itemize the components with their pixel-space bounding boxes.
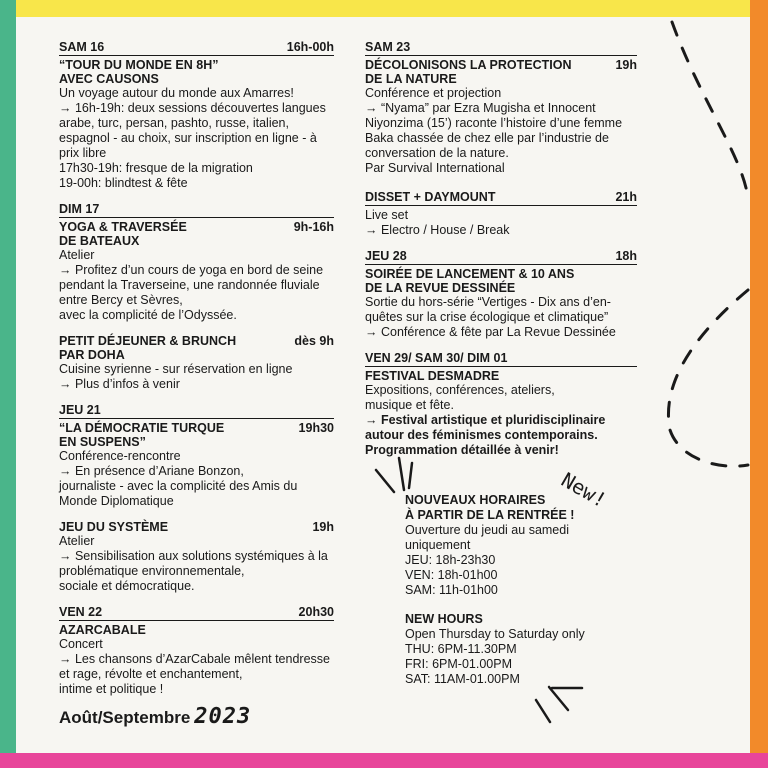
notice-body-en: Open Thursday to Saturday only THU: 6PM-11.30PM FRI: 6PM-01.00PM SAT: 11AM-01.00PM (405, 627, 585, 686)
event-description: → Electro / House / Break (365, 223, 510, 237)
event-description: → Les chansons d’AzarCabale mêlent tendresse et rage, révolte et enchantement, intime et politique ! (59, 652, 330, 696)
event-title: AZARCABALE (59, 623, 146, 637)
event-highlight: → Festival artistique et pluridisciplinaire autour des féminismes contemporains. Programmation détaillée à venir! (365, 413, 606, 457)
event-jeu21 (59, 403, 334, 594)
event-description: Un voyage autour du monde aux Amarres! → 16h-19h: deux sessions découvertes langues arabe, turc, persan, pashto, russe, italien, espagnol - au choix, sur inscription en ligne - à prix libre 17h30-19h: fresque de la migration 19-00h: blindtest & fête (59, 86, 326, 190)
notice-title-en: NEW HOURS (405, 612, 483, 626)
event-description: → Sensibilisation aux solutions systémiques à la problématique environnementale, sociale et démocratique. (59, 549, 328, 593)
date-header: DIM 17 (59, 202, 334, 218)
event-time: 9h-16h (293, 220, 334, 234)
event-description: → Plus d’infos à venir (59, 377, 180, 391)
date-header: SAM 23 (365, 40, 637, 56)
notice-body: Ouverture du jeudi au samedi uniquement JEU: 18h-23h30 VEN: 18h-01h00 SAM: 11h-01h00 (405, 523, 569, 597)
date-header: JEU 28 18h (365, 249, 637, 263)
event-title: PETIT DÉJEUNER & BRUNCH PAR DOHA (59, 334, 237, 362)
event-time: 20h30 (298, 605, 334, 619)
right-column (365, 40, 637, 469)
event-title: DISSET + DAYMOUNT (365, 190, 496, 204)
event-title: DÉCOLONISONS LA PROTECTION DE LA NATURE (365, 58, 572, 86)
event-title: FESTIVAL DESMADRE (365, 369, 500, 383)
footer-date (59, 704, 251, 729)
event-category: Atelier (59, 248, 95, 262)
event-time: 19h (615, 58, 637, 72)
event-time: 21h (615, 190, 637, 204)
date-header: VEN 22 20h30 (59, 605, 334, 619)
date-header: SAM 16 16h-00h (59, 40, 334, 54)
event-category: Atelier (59, 534, 95, 548)
event-jeu28 (365, 249, 637, 340)
event-description: → “Nyama” par Ezra Mugisha et Innocent Niyonzima (15’) raconte l’histoire d’une femme Baka chassée de chez elle par l’industrie de conversation de la nature. Par Survival International (365, 101, 623, 175)
footer-year: 2023 (194, 704, 252, 729)
event-time: 19h (312, 520, 334, 534)
event-dim17 (59, 202, 334, 392)
event-time: 19h30 (298, 421, 334, 435)
event-time: dès 9h (294, 334, 334, 348)
event-title: “TOUR DU MONDE EN 8H” AVEC CAUSONS (59, 58, 219, 86)
event-title: YOGA & TRAVERSÉE DE BATEAUX (59, 220, 187, 248)
hours-notice (405, 493, 665, 687)
event-sam23 (365, 40, 637, 238)
event-description: → En présence d’Ariane Bonzon, journaliste - avec la complicité des Amis du Monde Diplomatique (59, 464, 298, 508)
left-column (59, 40, 334, 708)
event-ven22 (59, 605, 334, 697)
event-category: Concert (59, 637, 103, 651)
event-title: SOIRÉE DE LANCEMENT & 10 ANS DE LA REVUE DESSINÉE (365, 267, 575, 295)
event-ven29 (365, 351, 637, 458)
footer-month: Août/Septembre (59, 708, 191, 727)
date-header: JEU 21 (59, 403, 334, 419)
event-description: Sortie du hors-série “Vertiges - Dix ans d’en- quêtes sur la crise écologique et climatique” → Conférence & fête par La Revue Dessinée (365, 295, 616, 339)
event-description: Expositions, conférences, ateliers, musique et fête. (365, 383, 555, 412)
event-category: Live set (365, 208, 409, 222)
event-category: Conférence et projection (365, 86, 502, 100)
notice-title: NOUVEAUX HORAIRES À PARTIR DE LA RENTRÉE ! (405, 493, 575, 522)
event-category: Cuisine syrienne - sur réservation en ligne (59, 362, 293, 376)
event-time: 18h (615, 249, 637, 263)
event-title: “LA DÉMOCRATIE TURQUE EN SUSPENS” (59, 421, 225, 449)
event-category: Conférence-rencontre (59, 449, 181, 463)
new-badge: New! (557, 467, 611, 513)
event-title: JEU DU SYSTÈME (59, 520, 169, 534)
event-sam16 (59, 40, 334, 191)
event-time: 16h-00h (286, 40, 334, 54)
event-description: → Profitez d’un cours de yoga en bord de seine pendant la Traverseine, une randonnée fluviale entre Bercy et Sèvres, avec la complicité de l’Odyssée. (59, 263, 324, 322)
date-header: VEN 29/ SAM 30/ DIM 01 (365, 351, 637, 367)
